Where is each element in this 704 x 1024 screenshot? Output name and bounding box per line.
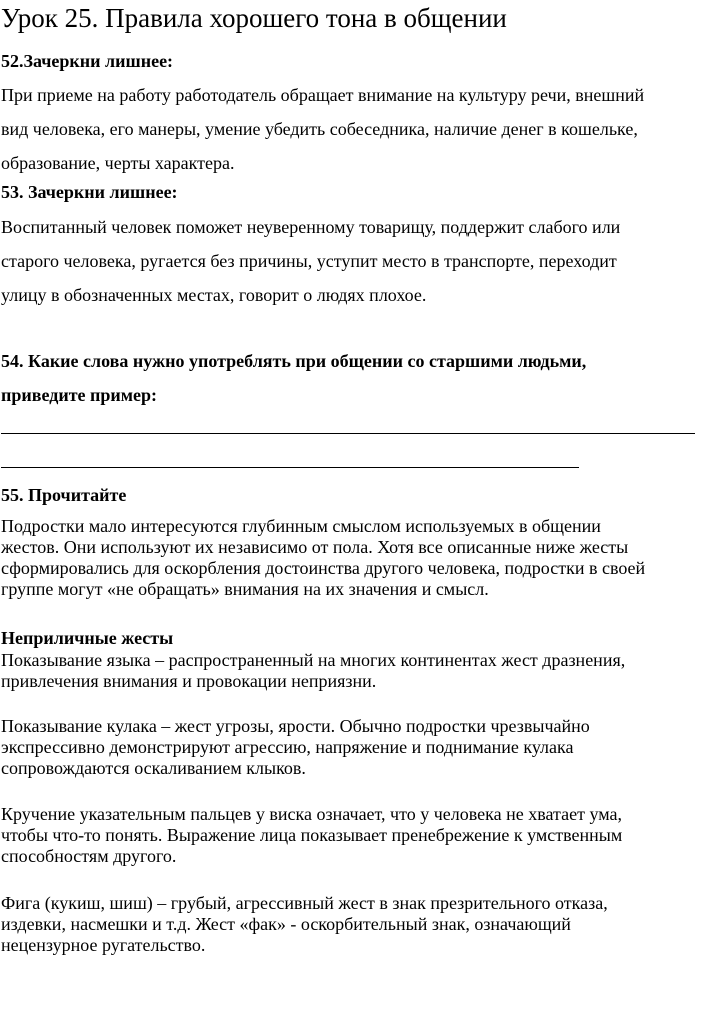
fig-line-1: Фига (кукиш, шиш) – грубый, агрессивный жест в знак презрительного отказа, (1, 893, 608, 913)
gestures-subheading: Неприличные жесты (1, 628, 174, 648)
lesson-title: Урок 25. Правила хорошего тона в общении (1, 3, 507, 33)
task-52-text (1, 78, 644, 180)
temple-line-2: чтобы что-то понять. Выражение лица показывает пренебрежение к умственным (1, 825, 623, 845)
fist-line-2: экспрессивно демонстрируют агрессию, напряжение и поднимание кулака (1, 737, 574, 757)
task-54-line-1: 54. Какие слова нужно употреблять при общении со старшими людьми, (1, 351, 587, 371)
task-55-intro-line-2: жестов. Они используют их независимо от пола. Хотя все описанные ниже жесты (1, 537, 629, 557)
task-55-intro-line-4: группе могут «не обращать» внимания на их значения и смысл. (1, 579, 489, 599)
task-55-intro-line-3: сформировались для оскорбления достоинства другого человека, подростки в своей (1, 558, 646, 578)
fist-line-3: сопровождаются оскаливанием клыков. (1, 758, 306, 778)
task-55-intro-line-1: Подростки мало интересуются глубинным смыслом используемых в общении (1, 516, 601, 536)
fist-line-1: Показывание кулака – жест угрозы, ярости. Обычно подростки чрезвычайно (1, 716, 590, 736)
task-52-heading: 52.Зачеркни лишнее: (1, 51, 174, 71)
fig-line-3: нецензурное ругательство. (1, 935, 206, 955)
task-53-text (1, 210, 620, 312)
temple-line-1: Кручение указательным пальцев у виска означает, что у человека не хватает ума, (1, 804, 622, 824)
temple-gesture-paragraph (1, 804, 622, 867)
task-52-line-2: вид человека, его манеры, умение убедить собеседника, наличие денег в кошельке, (1, 119, 638, 139)
task-53-heading: 53. Зачеркни лишнее: (1, 182, 178, 202)
task-55-intro (1, 516, 645, 600)
tongue-line-2: привлечения внимания и провокации неприязни. (1, 671, 377, 691)
tongue-line-1: Показывание языка – распространенный на многих континентах жест дразнения, (1, 650, 626, 670)
task-52-line-3: образование, черты характера. (1, 153, 235, 173)
task-54-line-2: приведите пример: (1, 385, 158, 405)
task-53-line-3: улицу в обозначенных местах, говорит о людях плохое. (1, 285, 427, 305)
fig-line-2: издевки, насмешки и т.д. Жест «фак» - оскорбительный знак, означающий (1, 914, 571, 934)
task-53-line-2: старого человека, ругается без причины, уступит место в транспорте, переходит (1, 251, 617, 271)
task-52-line-1: При приеме на работу работодатель обращает внимание на культуру речи, внешний (1, 85, 645, 105)
task-55-heading: 55. Прочитайте (1, 485, 127, 505)
task-54-question (1, 344, 586, 412)
fig-gesture-paragraph (1, 893, 608, 956)
fist-gesture-paragraph (1, 716, 590, 779)
temple-line-3: способностям другого. (1, 846, 177, 866)
answer-line-1[interactable] (1, 433, 695, 434)
task-53-line-1: Воспитанный человек поможет неуверенному товарищу, поддержит слабого или (1, 217, 621, 237)
answer-line-2[interactable] (1, 467, 579, 468)
tongue-gesture-paragraph (1, 650, 625, 692)
